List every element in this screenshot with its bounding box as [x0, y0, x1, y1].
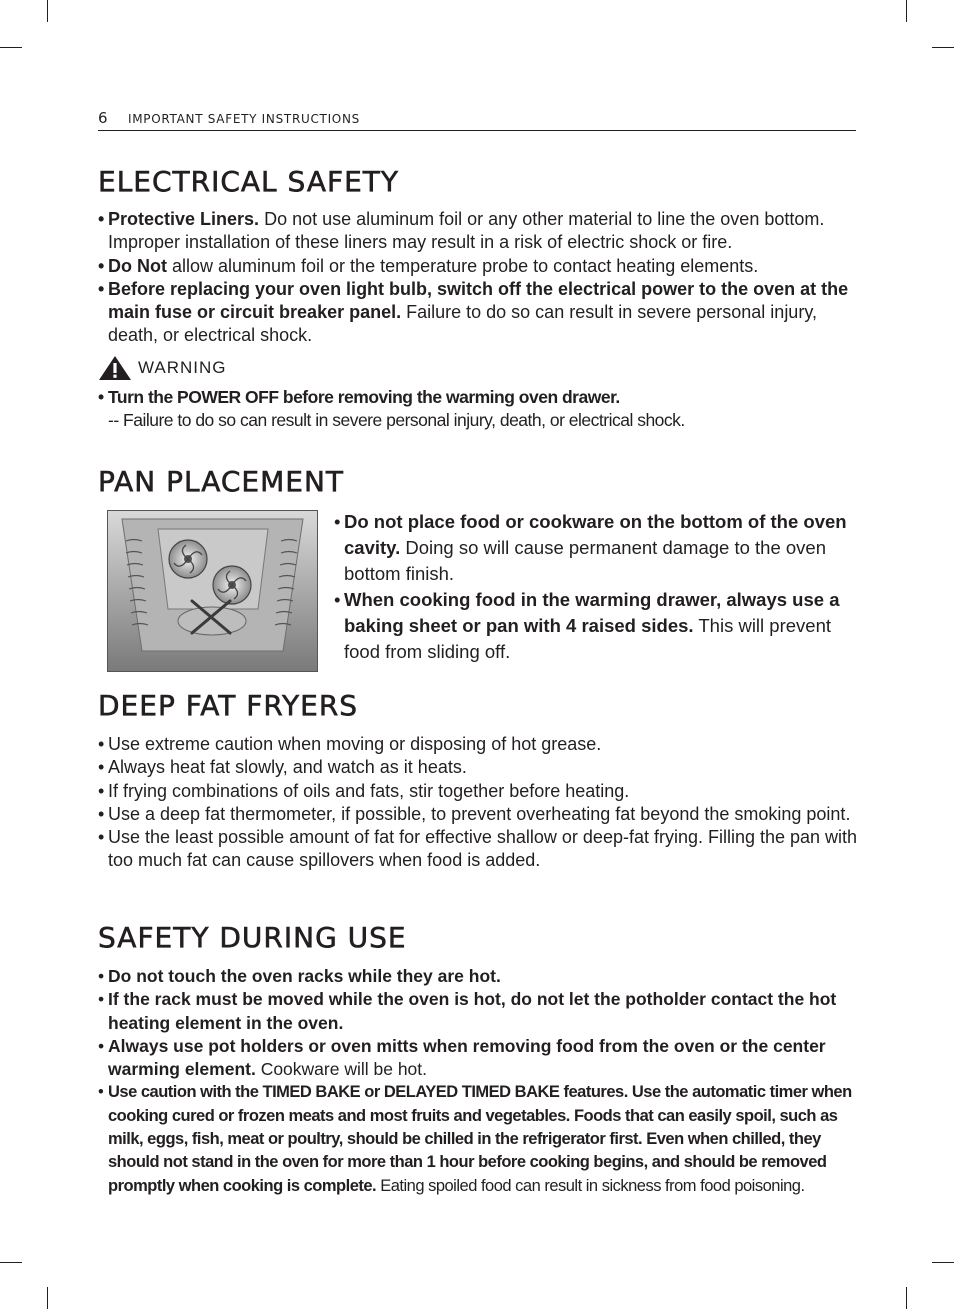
item-text: Eating spoiled food can result in sickness from food poisoning.: [376, 1176, 805, 1195]
deep-fat-fryers-section: [98, 690, 860, 873]
page-header: [98, 110, 856, 131]
item-bold-text: When cooking food in the warming drawer, always use a baking sheet or pan with 4 raised sides.: [344, 589, 840, 636]
crop-mark: [932, 1262, 954, 1263]
item-bold-text: Protective Liners.: [108, 209, 260, 229]
list-item: [98, 803, 860, 826]
item-text: Doing so will cause permanent damage to the oven bottom finish.: [344, 537, 826, 584]
bullet: •: [98, 1083, 104, 1102]
crop-mark: [0, 1262, 22, 1263]
list-item: [98, 1035, 860, 1082]
list-item: [98, 1081, 860, 1197]
bullet: •: [334, 589, 341, 610]
oven-cavity-illustration: [107, 510, 318, 672]
pan-placement-section: [98, 466, 860, 498]
section-heading: PAN PLACEMENT: [98, 465, 345, 498]
list-item: [98, 965, 860, 988]
list-item: [98, 255, 860, 278]
list-item: [98, 780, 860, 803]
bullet: •: [98, 1035, 105, 1056]
crop-mark: [906, 1287, 907, 1309]
bullet: •: [98, 989, 105, 1010]
item-text: Failure to do so can result in severe personal injury, death, or electrical shock.: [108, 302, 817, 346]
list-item: [98, 208, 860, 255]
crop-mark: [47, 0, 48, 22]
item-text: If frying combinations of oils and fats, stir together before heating.: [108, 780, 630, 801]
item-bold-text: Before replacing your oven light bulb, switch off the electrical power to the oven at the main fuse or circuit breaker panel.: [108, 278, 849, 323]
item-bold-text: If the rack must be moved while the oven is hot, do not let the potholder contact the hot heating element in the oven.: [108, 989, 837, 1033]
bullet: •: [98, 209, 105, 229]
running-header-title: IMPORTANT SAFETY INSTRUCTIONS: [128, 112, 360, 126]
bullet: •: [98, 966, 105, 986]
warning-bold-text: Turn the POWER OFF before removing the warming oven drawer.: [108, 386, 620, 407]
item-text: Use the least possible amount of fat for effective shallow or deep-fat frying. Filling the pan with too much fat can cause spillovers when food is added.: [108, 827, 858, 871]
section-heading: ELECTRICAL SAFETY: [98, 165, 400, 198]
bullet: •: [98, 827, 105, 848]
item-bold-text: Use caution with the TIMED BAKE or DELAYED TIMED BAKE features. Use the automatic timer when cooking cured or frozen meats and most fruits and vegetables. Foods that can easily spoil, such as milk, eggs, fish, meat or poultry, should be chilled in the refrigerator first. Even when chilled, they should not stand in the oven for more than 1 hour before cooking begins, and should be removed promptly when cooking is complete.: [108, 1083, 852, 1195]
bullet: •: [334, 511, 341, 532]
warning-callout: [98, 354, 860, 382]
bullet: •: [98, 734, 105, 754]
item-text: Use a deep fat thermometer, if possible, to prevent overheating fat beyond the smoking point.: [108, 803, 851, 824]
item-bold-text: Do not place food or cookware on the bottom of the oven cavity.: [344, 511, 847, 558]
safety-during-use-section: [98, 922, 860, 1198]
item-text: Use extreme caution when moving or disposing of hot grease.: [108, 734, 602, 754]
list-item: [98, 733, 860, 756]
warning-item: [98, 386, 860, 409]
bullet: •: [98, 803, 105, 824]
list-item: [98, 988, 860, 1035]
item-text: Do not use aluminum foil or any other material to line the oven bottom. Improper installation of these liners may result in a risk of electric shock or fire.: [108, 209, 825, 253]
crop-mark: [906, 0, 907, 22]
crop-mark: [0, 47, 22, 48]
list-item: [334, 509, 858, 587]
bullet: •: [98, 278, 105, 299]
list-item: [334, 587, 858, 665]
item-bold-text: Do Not: [108, 255, 167, 276]
electrical-safety-section: [98, 166, 860, 432]
warning-detail: -- Failure to do so can result in severe personal injury, death, or electrical shock.: [108, 410, 685, 431]
page-number: 6: [98, 109, 108, 127]
item-bold-text: Always use pot holders or oven mitts when removing food from the oven or the center warming element.: [108, 1035, 826, 1080]
bullet: •: [98, 780, 105, 801]
item-text: Cookware will be hot.: [255, 1059, 428, 1080]
list-item: [98, 756, 860, 779]
list-item: [98, 278, 860, 348]
item-text: allow aluminum foil or the temperature probe to contact heating elements.: [166, 255, 759, 276]
section-heading: DEEP FAT FRYERS: [98, 689, 359, 722]
crop-mark: [47, 1287, 48, 1309]
bullet: •: [98, 255, 105, 276]
bullet: •: [98, 757, 105, 778]
item-text: Always heat fat slowly, and watch as it heats.: [108, 757, 467, 778]
item-text: This will prevent food from sliding off.: [344, 615, 831, 662]
warning-triangle-icon: [98, 355, 132, 381]
bullet: •: [98, 386, 104, 407]
crop-mark: [932, 47, 954, 48]
item-bold-text: Do not touch the oven racks while they are hot.: [108, 966, 501, 986]
list-item: [98, 826, 860, 873]
pan-placement-list: [334, 509, 858, 665]
section-heading: SAFETY DURING USE: [98, 921, 407, 954]
warning-label: WARNING: [138, 358, 227, 378]
